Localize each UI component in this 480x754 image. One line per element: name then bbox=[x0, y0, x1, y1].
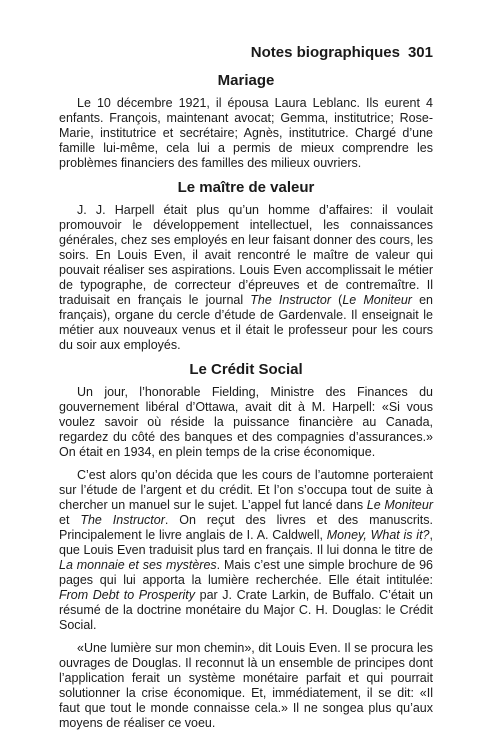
italic-text: Le Moniteur bbox=[366, 498, 433, 512]
paragraph bbox=[59, 385, 433, 460]
italic-text: La monnaie et ses mystères bbox=[59, 558, 217, 572]
section-maitre-de-valeur bbox=[59, 179, 433, 353]
text-run: Un jour, l’honorable Fielding, Ministre des Finances du gouvernement libéral d’Ottawa, avait dit à M. Harpell: «Si vous voulez savoir où réside la puissance financière au Canada, regardez du côté des banques et des compagnies d’assurances.» On était en 1934, en plein temps de la crise économique. bbox=[59, 385, 433, 459]
section-credit-social bbox=[59, 361, 433, 731]
page-number: 301 bbox=[407, 44, 433, 61]
section-heading: Le maître de valeur bbox=[177, 179, 315, 196]
italic-text: From Debt to Prosperity bbox=[59, 588, 196, 602]
paragraph bbox=[59, 468, 433, 633]
section-heading: Le Crédit Social bbox=[189, 361, 303, 378]
paragraph bbox=[59, 96, 433, 171]
running-head bbox=[59, 44, 433, 62]
text-run: C’est alors qu’on décida que les cours de l’automne porteraient sur l’étude de l’argent et du crédit. Et l’on s’occupa tout de suite à chercher un manuel sur le sujet. L’appel fut lancé dans bbox=[59, 468, 433, 512]
text-run: et bbox=[59, 513, 81, 527]
italic-text: The Instructor bbox=[80, 513, 165, 527]
section-body bbox=[59, 96, 433, 171]
section-mariage bbox=[59, 72, 433, 171]
text-run: , que Louis Even traduisit plus tard en français. Il lui donna le titre de bbox=[59, 528, 433, 557]
italic-text: Money, What is it? bbox=[326, 528, 430, 542]
text-run: Le 10 décembre 1921, il épousa Laura Leblanc. Ils eurent 4 enfants. François, maintenant avocat; Gemma, institutrice; Rose-Marie, institutrice et secrétaire; Agnès, institutrice. Chargé d’une famille lui-même, cela lui a permis de mieux comprendre les problèmes financiers des familles des milieux ouvriers. bbox=[59, 96, 433, 170]
text-run: ( bbox=[331, 293, 343, 307]
text-run: . On reçut des livres et des manuscrits. Principalement le livre anglais de I. A. Caldwell, bbox=[59, 513, 433, 542]
paragraph bbox=[59, 203, 433, 353]
running-head-title: Notes biographiques bbox=[250, 44, 400, 61]
italic-text: Le Moniteur bbox=[342, 293, 412, 307]
section-body bbox=[59, 203, 433, 353]
paragraph bbox=[59, 641, 433, 731]
text-run: par J. Crate Larkin, de Buffalo. C’était un résumé de la doctrine monétaire du Major C. H. Douglas: le Crédit Social. bbox=[59, 588, 433, 632]
text-run: en français), organe du cercle d’étude de Gardenvale. Il enseignait le métier aux nouveaux venus et il était le professeur pour les cours du soir aux employés. bbox=[59, 293, 433, 352]
text-run: «Une lumière sur mon chemin», dit Louis Even. Il se procura les ouvrages de Douglas. Il reconnut là un ensemble de principes dont l’application ferait un système monétaire parfait et qui pourrait solutionner la crise économique. Et, immédiatement, il se dit: «Il faut que tout le monde connaisse cela.» Il ne songea plus qu’aux moyens de réaliser ce voeu. bbox=[59, 641, 433, 730]
italic-text: The Instructor bbox=[250, 293, 332, 307]
section-heading: Mariage bbox=[217, 72, 275, 89]
book-page bbox=[59, 44, 433, 739]
text-run: J. J. Harpell était plus qu’un homme d’affaires: il voulait promouvoir le développement intellectuel, les connaissances générales, chez ses employés en leur faisant donner des cours, les soirs. En Louis Even, il avait rencontré le maître de valeur qui pouvait réaliser ses aspirations. Louis Even accomplissait le métier de typographe, de correcteur d’épreuves et de contremaître. Il traduisait en français le journal bbox=[59, 203, 433, 307]
section-body bbox=[59, 385, 433, 731]
text-run: . Mais c’est une simple brochure de 96 pages qui lui apporta la lumière recherchée. Elle était intitulée: bbox=[59, 558, 434, 587]
